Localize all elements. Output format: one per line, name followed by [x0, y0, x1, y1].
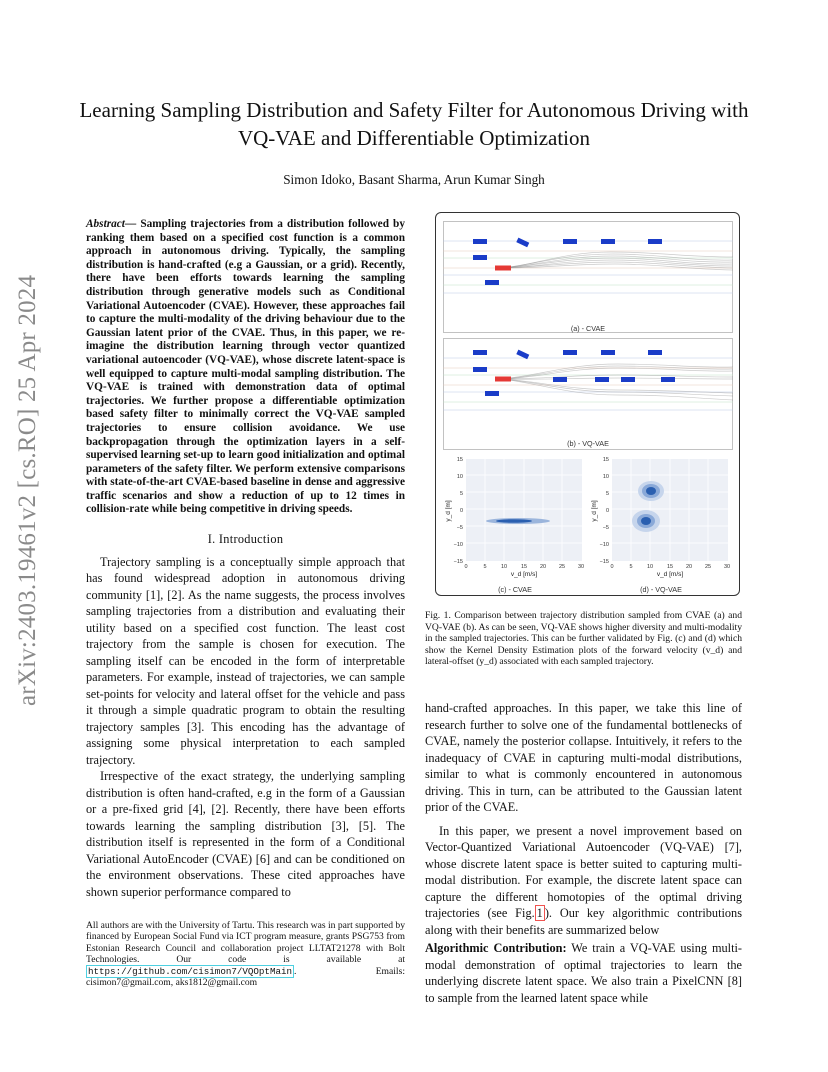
- svg-text:0: 0: [464, 564, 468, 570]
- right-paragraph-2-tail: ). Our key algorithmic contributions along with their benefits are summarized below: [425, 906, 742, 937]
- svg-text:−15: −15: [599, 559, 609, 565]
- figure-1: [435, 212, 740, 596]
- contribution-text: We train a VQ-VAE using multi-modal demonstration of optimal trajectories to learn the underlying discrete latent space. We also train a PixelCNN [8] to sample from the learned latent space while: [425, 941, 742, 1005]
- svg-text:5: 5: [605, 491, 609, 497]
- contribution-label: Algorithmic Contribution:: [425, 941, 567, 955]
- right-paragraph-1: hand-crafted approaches. In this paper, we take this line of research further to solve one of the fundamental bottlenecks of CVAE, namely the posterior collapse. Intuitively, it refers to the inadequacy of CVAE in capturing multi-modal distributions, similar to what is commonly encountered in autonomous driving. This in turn, can be attributed to the Gaussian latent prior of the CVAE.: [425, 701, 742, 814]
- svg-text:10: 10: [602, 474, 609, 480]
- svg-text:15: 15: [602, 457, 609, 463]
- svg-text:−10: −10: [453, 542, 463, 548]
- code-link[interactable]: https://github.com/cisimon7/VQOptMain: [88, 965, 292, 977]
- svg-text:20: 20: [539, 564, 547, 570]
- svg-text:10: 10: [500, 564, 508, 570]
- x-label: v_d [m/s]: [510, 571, 538, 578]
- svg-text:0: 0: [610, 564, 614, 570]
- panel-d-kde-plot: [590, 455, 732, 579]
- svg-text:15: 15: [520, 564, 528, 570]
- y-label: y_d [m]: [591, 500, 598, 522]
- svg-text:25: 25: [558, 564, 566, 570]
- svg-text:25: 25: [704, 564, 712, 570]
- kde-lower-mode: [632, 510, 660, 532]
- panel-a-frame: [444, 222, 733, 333]
- arxiv-stamp-text: arXiv:2403.19461v2 [cs.RO] 25 Apr 2024: [14, 274, 41, 706]
- x-label: v_d [m/s]: [656, 571, 684, 578]
- right-paragraph-3: [425, 940, 742, 1006]
- figure-reference-link[interactable]: 1: [536, 906, 543, 920]
- panel-b-caption: (b) - VQ-VAE: [567, 439, 609, 448]
- svg-text:5: 5: [459, 491, 463, 497]
- panel-c-caption: (c) - CVAE: [498, 585, 532, 594]
- svg-text:0: 0: [459, 508, 463, 514]
- kde-upper-mode: [638, 481, 664, 501]
- abstract-text: Sampling trajectories from a distribution followed by ranking them based on a specified cost function is a common approach in autonomous driving. Typically, the sampling distribution is hand-crafted (e.g a Gaussian, or a grid). Recently, there have been efforts towards learning the sampling distribution through generative models such as Conditional Variational Autoencoder (CVAE). However, these approaches fail to capture the multi-modality of the driving behaviour due to the Gaussian latent prior of the CVAE. Thus, in this paper, we re-imagine the distribution learning through vector quantized variational autoencoder (VQ-VAE), whose discrete latent-space is well equipped to capture multi-modal sampling distribution. The VQ-VAE is trained with demonstration data of optimal trajectories. We further propose a differentiable optimization based safety filter to minimally correct the VQ-VAE sampled trajectories to ensure collision avoidance. We use backpropagation through the optimization layers in a self-supervised learning set-up to learn good initialization and optimal parameters of the safety filter. We perform extensive comparisons with state-of-the-art CVAE-based baseline in dense and aggressive traffic scenarios and show a reduction of up to 12 times in collision-rate while being competitive in driving speeds.: [86, 218, 405, 516]
- panel-a-caption: (a) - CVAE: [570, 324, 606, 333]
- abstract: Abstract— Sampling trajectories from a distribution followed by ranking them based on a specified cost function is a common approach in autonomous driving. Typically, the sampling distribution is hand-crafted (e.g a Gaussian, or a grid). Recently, there have been efforts towards learning the sampling distribution through generative models such as Conditional Variational Autoencoder (CVAE). However, these approaches fail to capture the multi-modality of the driving behaviour due to the Gaussian latent prior of the CVAE. Thus, in this paper, we re-imagine the distribution learning through vector quantized variational autoencoder (VQ-VAE), whose discrete latent-space is well equipped to capture multi-modal sampling distribution. The VQ-VAE is trained with demonstration data of optimal trajectories. We further propose a differentiable optimization based safety filter to minimally correct the VQ-VAE sampled trajectories to ensure collision avoidance. We use backpropagation through the optimization layers in a self-supervised learning set-up to learn good initialization and optimal parameters of the safety filter. We perform extensive comparisons with state-of-the-art CVAE-based baseline in dense and aggressive traffic scenarios and show a reduction of up to 12 times in collision-rate while being competitive in driving speeds.: [86, 218, 405, 516]
- paper-title: Learning Sampling Distribution and Safety Filter for Autonomous Driving with VQ-VAE and Differentiable Optimization: [79, 98, 749, 150]
- footnote: [86, 920, 405, 988]
- svg-text:10: 10: [456, 474, 463, 480]
- panel-b-trajectory-plot: [443, 338, 733, 450]
- intro-paragraph-1: Trajectory sampling is a conceptually simple approach that has found widespread adoption in autonomous driving community [1], [2]. As the name suggests, the process involves sampling trajectories from a distribution and evaluating their utility based on a specified cost function. The least cost trajectory from the sample is chosen for execution. The sampling itself can be encoded in the form of interpretable parameters. For example, instead of trajectories, we can sample set-points for velocity and lateral offset for the vehicle and pass it through a simple quadratic program to obtain the resulting trajectory samples [3]. This encoding has the advantage of assigning some physical interpretation to each sampled trajectory.: [86, 554, 405, 767]
- svg-text:30: 30: [723, 564, 731, 570]
- svg-text:−5: −5: [602, 525, 609, 531]
- svg-text:10: 10: [646, 564, 654, 570]
- figure-caption: Fig. 1. Comparison between trajectory distribution sampled from CVAE (a) and VQ-VAE (b). As can be seen, VQ-VAE shows higher diversity and multi-modality in the sampled trajectories. This can be further validated by Fig. (c) and (d) which show the Kernel Density Estimation plots of the forward velocity (v_d) and lateral-offset (y_d) associated with each sampled trajectory.: [425, 610, 742, 668]
- section-heading-introduction: I. Introduction: [207, 532, 284, 547]
- left-column: [86, 218, 405, 900]
- kde-inner: [496, 519, 532, 523]
- svg-text:−15: −15: [453, 559, 463, 565]
- intro-paragraph-2: Irrespective of the exact strategy, the underlying sampling distribution is often hand-crafted, e.g in the form of a Gaussian or a pre-fixed grid [4], [2]. Recently, there have been efforts towards learning the sampling distribution [3], [5]. The distribution itself is represented in the form of a Conditional Variational AutoEncoder (CVAE) [6] and can be conditioned on the environment observations. These cited approaches have shown superior performance compared to: [86, 769, 405, 899]
- ego-vehicle: [495, 377, 511, 382]
- panel-a-trajectory-plot: [443, 221, 733, 333]
- svg-text:−5: −5: [456, 525, 463, 531]
- paper-authors: Simon Idoko, Basant Sharma, Arun Kumar Singh: [283, 172, 545, 187]
- svg-text:0: 0: [605, 508, 609, 514]
- ego-vehicle: [495, 266, 511, 271]
- svg-text:20: 20: [685, 564, 693, 570]
- right-paragraph-2-text: In this paper, we present a novel improvement based on Vector-Quantized Variational Autoencoder (VQ-VAE) [7], whose discrete latent space is better suited to capturing multi-modal distribution. For example, the discrete latent space can capture the different homotopies of the optimal driving trajectories (see Fig.: [425, 823, 742, 920]
- footnote-emails: . Emails: cisimon7@gmail.com, aks1812@gmail.com: [86, 965, 405, 989]
- svg-text:15: 15: [456, 457, 463, 463]
- footnote-text: All authors are with the University of Tartu. This research was in part supported by financed by European Social Fund via ICT program measure, grants PSG753 from Estonian Research Council and collaboration project LLTAT21278 with Bolt Technologies. Our code is available at: [86, 920, 405, 966]
- svg-text:15: 15: [666, 564, 674, 570]
- abstract-label: Abstract: [86, 218, 125, 230]
- right-column: [425, 700, 742, 1006]
- panel-d-caption: (d) - VQ-VAE: [640, 585, 682, 594]
- svg-text:5: 5: [483, 564, 487, 570]
- svg-text:5: 5: [629, 564, 633, 570]
- y-label: y_d [m]: [445, 500, 452, 522]
- right-paragraph-2: [425, 823, 742, 939]
- panel-c-kde-plot: [444, 455, 586, 579]
- svg-text:−10: −10: [599, 542, 609, 548]
- svg-text:30: 30: [577, 564, 585, 570]
